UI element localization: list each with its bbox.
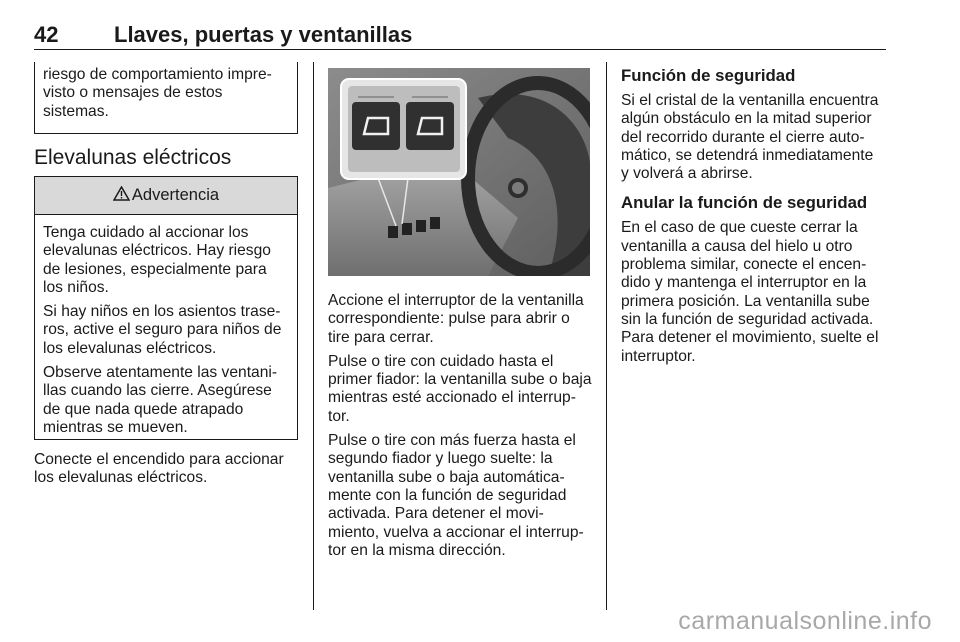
warning-paragraph: Si hay niños en los asientos trase- ros, active el seguro para niños de los elevalunas eléctricos.: [43, 303, 282, 357]
section-heading: Elevalunas eléctricos: [34, 146, 232, 169]
page-header: [34, 22, 886, 52]
header-rule: [34, 49, 886, 50]
body-paragraph: Pulse o tire con cuidado hasta el primer fiador: la ventanilla sube o baja mientras esté accionado el interrup- tor.: [328, 352, 592, 425]
body-paragraph: Pulse o tire con más fuerza hasta el segundo fiador y luego suelte: la ventanilla sube o baja automática- mente con la función de seguridad activada. Para detener el movi- miento, vuelva a accionar el interrup- tor en la misma dirección.: [328, 432, 584, 559]
body-paragraph: Conecte el encendido para accionar los elevalunas eléctricos.: [34, 451, 284, 487]
warning-header: [35, 177, 297, 215]
warning-title: Advertencia: [131, 186, 220, 204]
warning-box: [34, 176, 298, 440]
subsection-heading: Función de seguridad: [621, 66, 796, 85]
body-paragraph: Accione el interruptor de la ventanilla correspondiente: pulse para abrir o tire para cerrar.: [328, 292, 584, 346]
window-switch-illustration: [328, 68, 590, 276]
body-paragraph: En el caso de que cueste cerrar la ventanilla a causa del hielo u otro problema similar, conecte el encen- dido y mantenga el interruptor en la primera posición. La ventanilla sube sin la función de seguridad activada. Para detener el movimiento, suelte el interruptor.: [621, 219, 879, 365]
body-paragraph: Si el cristal de la ventanilla encuentra algún obstáculo en la mitad superior del recorrido durante el cierre auto- mático, se detendrá inmediatamente y volverá a abrirse.: [621, 92, 879, 183]
warning-triangle-icon: [113, 186, 130, 206]
ignition-note: [34, 451, 298, 488]
subsection-heading: Anular la función de seguridad: [621, 193, 868, 213]
column-divider: [606, 62, 607, 610]
warning-paragraph: Tenga cuidado al accionar los elevalunas eléctricos. Hay riesgo de lesiones, especialmente para los niños.: [43, 224, 271, 296]
warning-paragraph: Observe atentamente las ventani- llas cuando las cierre. Asegúrese de que nada quede atrapado mientras se mueven.: [43, 364, 278, 436]
warning-body: [35, 215, 297, 437]
continued-warning-box: [34, 62, 298, 134]
safety-function-section: [621, 66, 891, 376]
running-title: Llaves, puertas y ventanillas: [114, 22, 413, 47]
column-divider: [313, 62, 314, 610]
watermark: carmanualsonline.info: [678, 607, 932, 635]
page-number: 42: [34, 22, 59, 47]
operation-instructions: [328, 292, 594, 566]
warning-continuation-text: riesgo de comportamiento impre- visto o mensajes de estos sistemas.: [43, 66, 272, 120]
